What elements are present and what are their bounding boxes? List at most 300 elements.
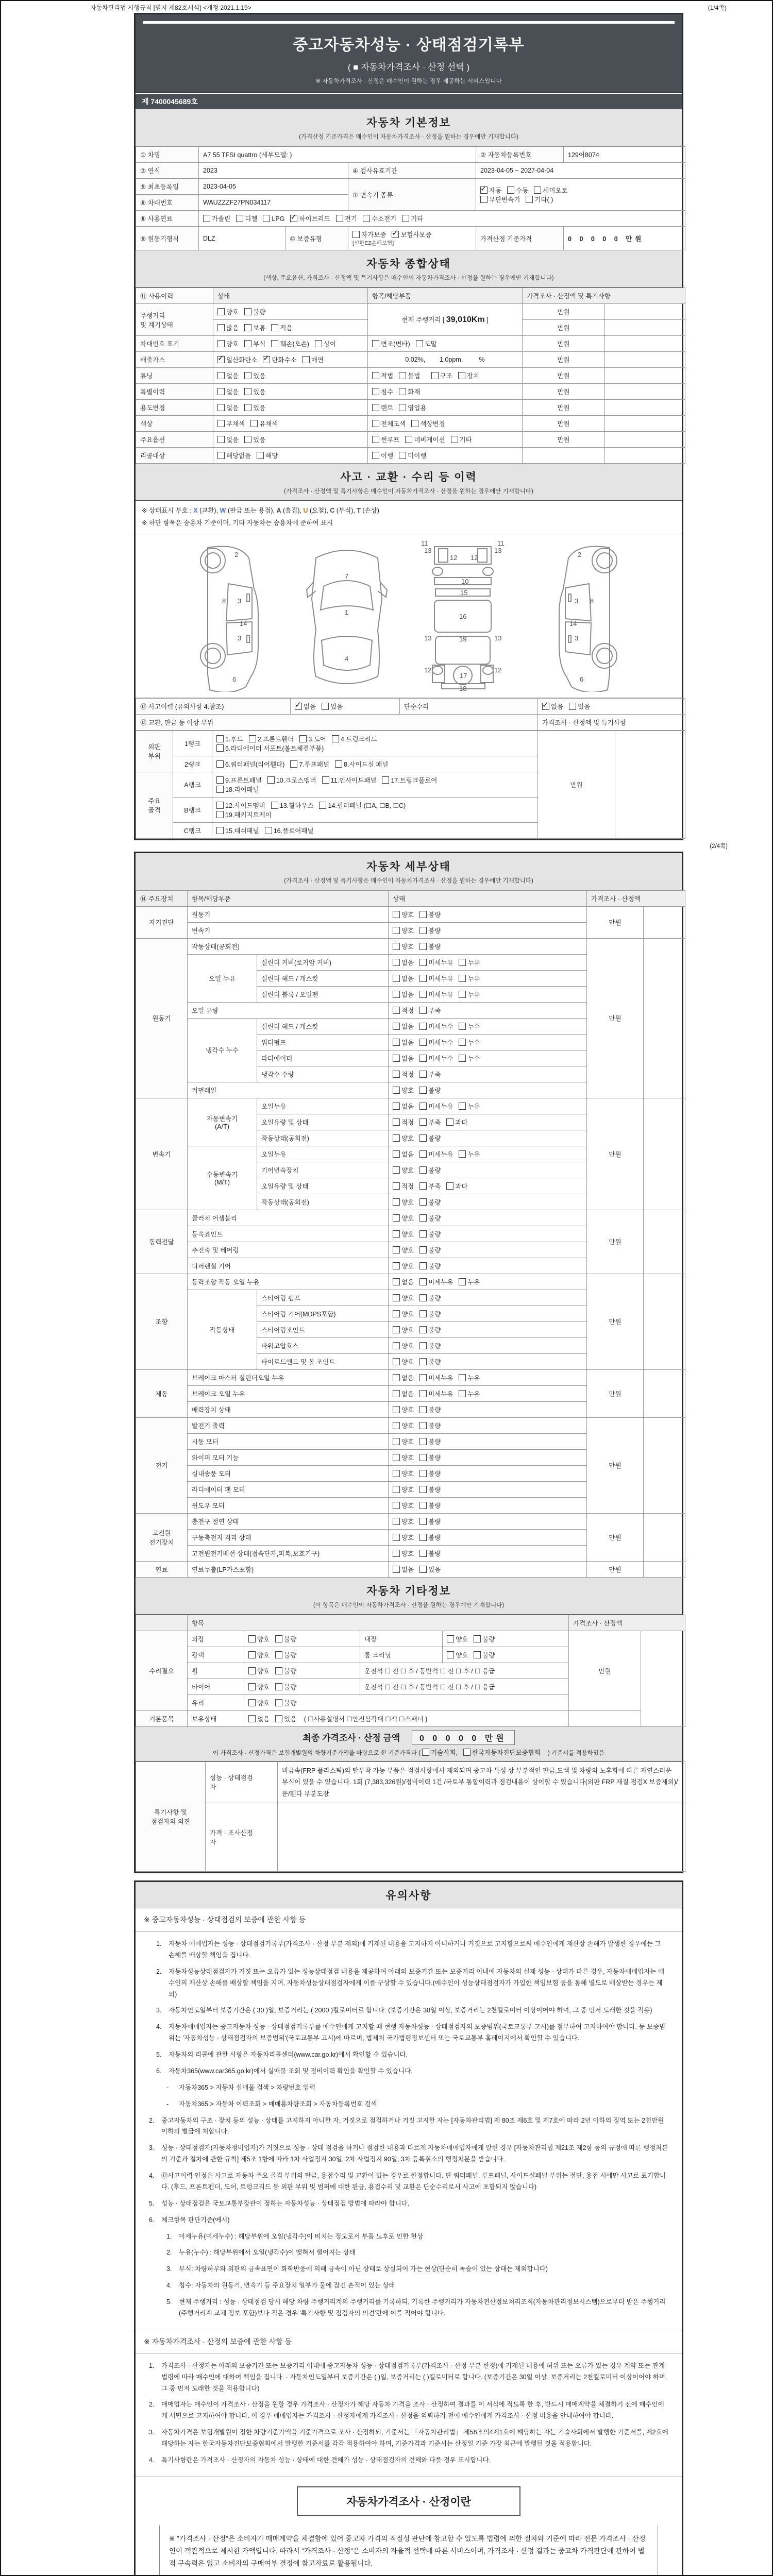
notice-item: 5. 성능 · 상태점검은 국토교통부장관이 정하는 자동차성능 · 상태점검 방법에 따라야 합니다. — [149, 2199, 410, 2207]
checkbox-16.플로어패널[interactable] — [265, 827, 272, 834]
checkbox-무채색[interactable] — [217, 420, 225, 427]
checkbox-있음[interactable] — [244, 404, 251, 411]
item-state: 양호 불량 — [389, 1162, 587, 1178]
checkbox-없음[interactable] — [393, 1023, 400, 1030]
item-group: 수동변속기 (M/T) — [188, 1146, 257, 1210]
checkbox-불량[interactable] — [419, 943, 427, 950]
section-basic-info — [136, 109, 682, 146]
detail-state-table — [136, 890, 685, 1578]
exchange-label: ⑬ 교환, 판금 등 이상 부위 — [136, 714, 538, 730]
checkbox-세미오토[interactable] — [534, 187, 541, 194]
opinion-inspector-text[interactable]: 비금속(FRP 플라스틱)의 탈부착 가능 부품은 점검사항에서 제외되며 중고차 특성 상 부분적인 판금,도색 및 차량의 노후화에 따른 자연스러운 부식이 있을 수 있습니다. 1회 (7,383,326원)/정비이력 1건 /국토부 통합이력과 점검내용이 상이할 수 있습니다(외판 FRP 재질 점검X 보증제외)/운/휀다 부분도장 — [278, 1761, 685, 1803]
checkbox-불법[interactable] — [399, 372, 406, 379]
checkbox-미세누수[interactable] — [419, 1039, 427, 1046]
checkbox-자가보증[interactable] — [352, 231, 360, 238]
checkbox-없음[interactable] — [393, 1055, 400, 1062]
checkbox-탄화수소[interactable] — [263, 356, 270, 363]
svg-text:17: 17 — [460, 671, 467, 680]
page-marker-2: (2/4쪽) — [710, 843, 728, 850]
checkbox-2.프론트휀더[interactable] — [249, 735, 256, 742]
price-cell: 만원 — [523, 304, 605, 320]
item-state: 없음 미세누유 누유 — [389, 1274, 587, 1290]
checkbox-침수[interactable] — [372, 388, 379, 395]
section-basic-subtitle: (가격산정 기준가격은 매수인이 자동차가격조사 · 산정을 원하는 경우에만 기재합니다) — [299, 134, 518, 140]
checkbox-적음[interactable] — [271, 324, 278, 331]
checkbox-적정[interactable] — [393, 1071, 400, 1078]
checkbox-불량[interactable] — [419, 1534, 427, 1541]
item-state: 양호 불량 — [389, 1258, 587, 1274]
checkbox-불량[interactable] — [419, 1470, 427, 1477]
checkbox-불량[interactable] — [419, 1486, 427, 1493]
detail-h-price: 가격조사 · 산정액 — [587, 890, 685, 906]
item: 배력장치 상태 — [188, 1401, 389, 1417]
checkbox-누수[interactable] — [459, 1039, 466, 1046]
checkbox-양호[interactable] — [393, 1342, 400, 1349]
checkbox-불량[interactable] — [419, 1326, 427, 1333]
checkbox-일산화탄소[interactable] — [217, 356, 225, 363]
price-note-cell[interactable] — [605, 336, 685, 352]
checkbox-이행[interactable] — [372, 452, 379, 459]
item: 라디에이터 팬 모터 — [188, 1481, 389, 1497]
checkbox-기타( )[interactable] — [526, 196, 533, 203]
checkbox-양호[interactable] — [393, 1294, 400, 1301]
checkbox-부족[interactable] — [419, 1182, 427, 1190]
checkbox-구조[interactable] — [431, 372, 439, 379]
checkbox-없음[interactable] — [393, 1150, 400, 1158]
device-price-note[interactable] — [644, 1513, 685, 1561]
checkbox-없음[interactable] — [393, 1039, 400, 1046]
item: 커먼레일 — [188, 1082, 389, 1098]
checkbox-장치[interactable] — [458, 372, 465, 379]
checkbox-불량[interactable] — [474, 1651, 481, 1658]
opinion-appraiser-label: 가격 · 조사산정 자 — [206, 1803, 278, 1872]
checkbox-누수[interactable] — [459, 1055, 466, 1062]
checkbox-불량[interactable] — [419, 1502, 427, 1509]
checkbox-한국자동차진단보증협회[interactable] — [463, 1749, 470, 1756]
notice-item: 4. 자동차매매업자는 중고자동차 성능 · 상태점검기록부를 매수인에게 고지할 때 현행 자동차성능 · 상태점검자의 보증범위(국토교통부 고시)를 첨부하여 고지하여야 합니다. 동 보증범위는 '자동차성능 · 상태점검자의 보증범위'(국토교통부 고시)에 따르며, 법제처 국가법령정보센터 또는 국토교통부 홈페이지에서 확인할 수 있습니다. — [156, 2023, 666, 2042]
checkbox-양호[interactable] — [393, 1326, 400, 1333]
checkbox-양호[interactable] — [217, 308, 225, 315]
checkbox-자동[interactable] — [480, 187, 488, 194]
notice-list-a — [136, 1931, 682, 2330]
symbol-A: A — [276, 507, 281, 514]
checkbox-썬루프[interactable] — [372, 436, 379, 443]
checkbox-양호[interactable] — [393, 927, 400, 934]
checkbox-불량[interactable] — [419, 927, 427, 934]
checkbox-불량[interactable] — [275, 1667, 282, 1674]
device-price: 만원 — [587, 1274, 644, 1369]
checkbox-누유[interactable] — [459, 1390, 466, 1397]
checkbox-양호[interactable] — [248, 1635, 256, 1642]
definition-title: 자동차가격조사 · 산정이란 — [297, 2486, 520, 2516]
section-detail-title: 자동차 세부상태 — [366, 860, 451, 873]
checkbox-양호[interactable] — [217, 340, 225, 347]
checkbox-양호[interactable] — [393, 1470, 400, 1477]
item-sub: 스티어링 기어(MDPS포함) — [257, 1306, 389, 1321]
checkbox-6.쿼터패널(리어휀다)[interactable] — [216, 760, 224, 768]
section-overall — [136, 250, 682, 287]
row-tuning-state: 없음 있음 — [213, 368, 368, 384]
checkbox-적정[interactable] — [393, 1118, 400, 1126]
etc-wheel-positions: 운전석 ☐ 전 ☐ 후 / 동반석 ☐ 전 ☐ 후 / ☐ 응급 — [360, 1663, 569, 1679]
checkbox-있음[interactable] — [244, 436, 251, 443]
etc-roomclean-state: 양호 불량 — [443, 1647, 569, 1663]
item-state: 양호 불량 — [389, 1210, 587, 1226]
checkbox-양호[interactable] — [393, 1550, 400, 1557]
checkbox-부족[interactable] — [419, 1118, 427, 1126]
row-mileage-label: 주행거리 및 계기상태 — [136, 304, 213, 336]
checkbox-있음[interactable] — [275, 1715, 282, 1722]
checkbox-부족[interactable] — [419, 1007, 427, 1014]
checkbox-불량[interactable] — [419, 1230, 427, 1238]
checkbox-미세누수[interactable] — [419, 1023, 427, 1030]
checkbox-보험사보증[interactable] — [392, 231, 399, 238]
checkbox-불량[interactable] — [419, 1406, 427, 1413]
checkbox-상이[interactable] — [315, 340, 322, 347]
item-state: 적정 부족 — [389, 1002, 587, 1018]
checkbox-7.루프패널[interactable] — [290, 760, 297, 768]
checkbox-있음[interactable] — [419, 1566, 427, 1573]
rank-items: 9.프론트패널 10.크로스멤버 11.인사이드패널 17.트렁크플로어 18.리어패널 — [212, 772, 538, 797]
block-detail — [134, 852, 683, 1874]
checkbox-디젤[interactable] — [236, 215, 243, 222]
checkbox-수소전기[interactable] — [363, 215, 370, 222]
checkbox-없음[interactable] — [393, 975, 400, 982]
checkbox-LPG[interactable] — [263, 215, 270, 222]
checkbox-부식[interactable] — [244, 340, 251, 347]
detail-h-state: 상태 — [389, 890, 587, 906]
checkbox-양호[interactable] — [393, 1198, 400, 1206]
checkbox-미세누유[interactable] — [419, 1150, 427, 1158]
checkbox-훼손(오손)[interactable] — [271, 340, 278, 347]
opinion-appraiser-text[interactable] — [278, 1803, 685, 1872]
checkbox-기타[interactable] — [451, 436, 458, 443]
checkbox-네비게이션[interactable] — [405, 436, 412, 443]
checkbox-수동[interactable] — [507, 187, 514, 194]
checkbox-미세누유[interactable] — [419, 991, 427, 998]
rank-price-note[interactable] — [615, 731, 685, 838]
checkbox-불량[interactable] — [419, 1246, 427, 1253]
device-price: 만원 — [587, 1369, 644, 1417]
checkbox-기타[interactable] — [402, 215, 409, 222]
checkbox-19.패키지트레이[interactable] — [216, 811, 224, 818]
checkbox-없음[interactable] — [393, 991, 400, 998]
checkbox-3.도어[interactable] — [299, 735, 307, 742]
overall-state-table — [136, 287, 685, 464]
panel-rank-table — [136, 731, 685, 839]
item: 오일 유량 — [188, 1002, 389, 1018]
final-price-bar — [136, 1727, 682, 1761]
item: 추진축 및 베어링 — [188, 1242, 389, 1258]
checkbox-기술사회,[interactable] — [422, 1749, 429, 1756]
checkbox-양호[interactable] — [393, 1486, 400, 1493]
checkbox-과다[interactable] — [446, 1182, 453, 1190]
checkbox-미세누유[interactable] — [419, 975, 427, 982]
device-price-note[interactable] — [644, 1274, 685, 1369]
checkbox-12.사이드멤버[interactable] — [216, 802, 224, 809]
checkbox-불량[interactable] — [275, 1683, 282, 1690]
checkbox-불량[interactable] — [244, 308, 251, 315]
checkbox-부족[interactable] — [419, 1071, 427, 1078]
checkbox-양호[interactable] — [393, 1518, 400, 1525]
checkbox-화재[interactable] — [399, 388, 406, 395]
checkbox-양호[interactable] — [393, 1438, 400, 1445]
checkbox-누유[interactable] — [459, 1103, 466, 1110]
checkbox-없음[interactable] — [295, 703, 302, 710]
checkbox-미세누유[interactable] — [419, 1390, 427, 1397]
checkbox-불량[interactable] — [419, 1214, 427, 1222]
etc-info-table — [136, 1615, 685, 1727]
checkbox-양호[interactable] — [393, 1262, 400, 1269]
checkbox-양호[interactable] — [447, 1635, 454, 1642]
checkbox-양호[interactable] — [393, 1358, 400, 1365]
checkbox-양호[interactable] — [248, 1683, 256, 1690]
block-main — [134, 13, 683, 840]
rank-items: 12.사이드멤버 13.휠하우스 14.필러패널 (☐A, ☐B, ☐C) 19.패키지트레이 — [212, 797, 538, 822]
price-note-cell[interactable] — [605, 368, 685, 384]
checkbox-양호[interactable] — [393, 1502, 400, 1509]
checkbox-전기[interactable] — [336, 215, 343, 222]
checkbox-양호[interactable] — [393, 1534, 400, 1541]
checkbox-있음[interactable] — [244, 372, 251, 379]
checkbox-적정[interactable] — [393, 1182, 400, 1190]
checkbox-양호[interactable] — [393, 1166, 400, 1174]
opinion-inspector-label: 성능 · 상태점검 자 — [206, 1761, 278, 1803]
checkbox-양호[interactable] — [393, 1310, 400, 1317]
item-state: 양호 불량 — [389, 1529, 587, 1545]
rank-category: 주요 골격 — [136, 772, 173, 838]
device-price-note[interactable] — [644, 1417, 685, 1513]
checkbox-양호[interactable] — [393, 1406, 400, 1413]
checkbox-14.필러패널 (☐A, ☐B, ☐C)[interactable] — [319, 802, 326, 809]
checkbox-있음[interactable] — [244, 388, 251, 395]
rank-price: 만원 — [538, 731, 615, 838]
price-note-cell[interactable] — [605, 352, 685, 368]
device-price-note[interactable] — [644, 1098, 685, 1210]
checkbox-양호[interactable] — [393, 943, 400, 950]
checkbox-없음[interactable] — [542, 703, 549, 710]
checkbox-불량[interactable] — [419, 1294, 427, 1301]
checkbox-11.인사이드패널[interactable] — [322, 776, 329, 784]
checkbox-없음[interactable] — [393, 959, 400, 966]
checkbox-미이행[interactable] — [399, 452, 406, 459]
checkbox-양호[interactable] — [393, 911, 400, 918]
checkbox-10.크로스멤버[interactable] — [267, 776, 275, 784]
price-note-cell[interactable] — [605, 320, 685, 336]
checkbox-양호[interactable] — [393, 1214, 400, 1222]
field-firstreg-label: ⑤ 최초등록일 — [136, 179, 199, 195]
checkbox-없음[interactable] — [217, 372, 225, 379]
checkbox-없음[interactable] — [217, 404, 225, 411]
checkbox-도말[interactable] — [416, 340, 423, 347]
checkbox-가솔린[interactable] — [203, 215, 210, 222]
checkbox-불량[interactable] — [419, 1087, 427, 1094]
checkbox-없음[interactable] — [217, 436, 225, 443]
checkbox-양호[interactable] — [248, 1667, 256, 1674]
accident-history-label: ⑫ 사고이력 (유의사항 4.참조) — [136, 698, 291, 714]
svg-text:12: 12 — [470, 553, 478, 562]
checkbox-미세누유[interactable] — [419, 959, 427, 966]
checkbox-17.트렁크플로어[interactable] — [382, 776, 389, 784]
field-fuel-options: 가솔린 디젤 LPG ✓ 하이브리드 전기 수소전기 기타 — [199, 211, 685, 227]
price-note-cell[interactable] — [605, 384, 685, 400]
rank-items: 6.쿼터패널(리어휀다) 7.루프패널 8.사이드실 패널 — [212, 756, 538, 772]
field-transmission-label: ⑦ 변속기 종류 — [348, 179, 476, 211]
checkbox-불량[interactable] — [419, 1166, 427, 1174]
checkbox-15.대쉬패널[interactable] — [216, 827, 224, 834]
item-state: 없음 미세누수 누수 — [389, 1018, 587, 1034]
device-price-note[interactable] — [644, 1210, 685, 1274]
section-detail — [136, 853, 682, 890]
device-price-note[interactable] — [644, 938, 685, 1098]
checkbox-없음[interactable] — [217, 388, 225, 395]
notice-item: 2. 중고자동차의 구조 · 장치 등의 성능 · 상태를 고지하지 아니한 자, 거짓으로 점검하거나 거짓 고지한 자는 [자동차관리법] 제 80조 제6호 및 제7호에 따라 2년 이하의 징역 또는 2천만원 이하의 벌금에 처합니다. — [149, 2116, 664, 2136]
price-note-cell[interactable] — [605, 400, 685, 416]
checkbox-해당없음[interactable] — [217, 452, 225, 459]
checkbox-불량[interactable] — [419, 1518, 427, 1525]
checkbox-양호[interactable] — [248, 1651, 256, 1658]
checkbox-과다[interactable] — [446, 1118, 453, 1126]
checkbox-색상변경[interactable] — [411, 420, 418, 427]
checkbox-누유[interactable] — [459, 1374, 466, 1381]
checkbox-없음[interactable] — [393, 1278, 400, 1285]
checkbox-누유[interactable] — [459, 1278, 466, 1285]
checkbox-영업용[interactable] — [399, 404, 406, 411]
checkbox-양호[interactable] — [248, 1699, 256, 1706]
page-marker-1: (1/4쪽) — [708, 4, 727, 11]
device-price-note[interactable] — [644, 906, 685, 938]
checkbox-양호[interactable] — [393, 1087, 400, 1094]
price-survey-definition — [136, 2477, 682, 2576]
checkbox-적정[interactable] — [393, 1007, 400, 1014]
checkbox-미세누수[interactable] — [419, 1055, 427, 1062]
item-sub: 실린더 블록 / 오일팬 — [257, 986, 389, 1002]
checkbox-양호[interactable] — [447, 1651, 454, 1658]
checkbox-없음[interactable] — [393, 1390, 400, 1397]
device-price: 만원 — [587, 1210, 644, 1274]
checkbox-불량[interactable] — [419, 1342, 427, 1349]
checkbox-변조(변타)[interactable] — [372, 340, 379, 347]
device-price-note[interactable] — [644, 1561, 685, 1577]
checkbox-8.사이드실 패널[interactable] — [335, 760, 342, 768]
item-sub: 타이로드엔드 및 볼 조인트 — [257, 1353, 389, 1369]
svg-text:12: 12 — [450, 553, 458, 562]
svg-text:14: 14 — [569, 619, 577, 628]
section-detail-subtitle: (가격조사 · 산정액 및 특기사항은 매수인이 자동차가격조사 · 산정을 원하는 경우에만 기재합니다) — [284, 877, 533, 884]
checkbox-양호[interactable] — [393, 1230, 400, 1238]
svg-text:6: 6 — [232, 675, 237, 683]
checkbox-불량[interactable] — [275, 1699, 282, 1706]
etc-price-note[interactable] — [641, 1631, 685, 1726]
item-state: 양호 불량 — [389, 1497, 587, 1513]
checkbox-불량[interactable] — [419, 1550, 427, 1557]
checkbox-해당[interactable] — [257, 452, 264, 459]
checkbox-누유[interactable] — [459, 991, 466, 998]
item-state: 없음 미세누유 누유 — [389, 970, 587, 986]
price-note-cell[interactable] — [605, 416, 685, 432]
checkbox-양호[interactable] — [393, 1134, 400, 1142]
checkbox-누유[interactable] — [459, 1150, 466, 1158]
svg-text:6: 6 — [580, 675, 584, 683]
checkbox-매연[interactable] — [303, 356, 310, 363]
price-note-cell[interactable] — [605, 432, 685, 448]
item-sub: 기어변속장치 — [257, 1162, 389, 1178]
checkbox-미세누유[interactable] — [419, 1103, 427, 1110]
checkbox-전체도색[interactable] — [372, 420, 379, 427]
checkbox-많음[interactable] — [217, 324, 225, 331]
row-usage-state: 없음 있음 — [213, 400, 368, 416]
checkbox-있음[interactable] — [322, 703, 329, 710]
detail-h-part: 항목/해당부품 — [188, 890, 389, 906]
checkbox-불량[interactable] — [419, 1438, 427, 1445]
checkbox-양호[interactable] — [393, 1422, 400, 1429]
svg-text:3: 3 — [238, 634, 242, 642]
row-emission-values[interactable]: 0.02%, 1.0ppm, % — [368, 352, 523, 368]
checkbox-13.휠하우스[interactable] — [271, 802, 278, 809]
checkbox-불량[interactable] — [275, 1651, 282, 1658]
checkbox-4.트렁크리드[interactable] — [332, 735, 339, 742]
checkbox-불량[interactable] — [474, 1635, 481, 1642]
symbol-X: X — [193, 507, 198, 514]
svg-text:12: 12 — [494, 666, 502, 674]
checkbox-하이브리드[interactable] — [290, 215, 297, 222]
item-state: 적정 부족 과다 — [389, 1114, 587, 1130]
checkbox-미세누유[interactable] — [419, 1374, 427, 1381]
item-sub: 오일누유 — [257, 1098, 389, 1114]
checkbox-있음[interactable] — [569, 703, 576, 710]
checkbox-누유[interactable] — [459, 975, 466, 982]
checkbox-불량[interactable] — [419, 1310, 427, 1317]
device-price-note[interactable] — [644, 1369, 685, 1417]
checkbox-없음[interactable] — [248, 1715, 256, 1722]
checkbox-불량[interactable] — [419, 911, 427, 918]
checkbox-불량[interactable] — [419, 1134, 427, 1142]
checkbox-9.프론트패널[interactable] — [216, 776, 224, 784]
checkbox-불량[interactable] — [419, 1454, 427, 1461]
checkbox-적법[interactable] — [372, 372, 379, 379]
checkbox-18.리어패널[interactable] — [216, 786, 224, 793]
checkbox-없음[interactable] — [393, 1374, 400, 1381]
inspector-opinion-table — [136, 1761, 685, 1872]
checkbox-1.후드[interactable] — [216, 735, 224, 742]
field-year-value: 2023 — [199, 163, 348, 179]
checkbox-5.라디에이터 서포트(볼트체결부품)[interactable] — [216, 744, 224, 752]
checkbox-불량[interactable] — [419, 1422, 427, 1429]
etc-wheel-state: 양호 불량 — [244, 1663, 360, 1679]
checkbox-불량[interactable] — [419, 1262, 427, 1269]
checkbox-누수[interactable] — [459, 1023, 466, 1030]
checkbox-누유[interactable] — [459, 959, 466, 966]
price-note-cell[interactable] — [605, 304, 685, 320]
checkbox-양호[interactable] — [393, 1246, 400, 1253]
checkbox-불량[interactable] — [419, 1358, 427, 1365]
checkbox-없음[interactable] — [393, 1566, 400, 1573]
item-sub: 오일유량 및 상태 — [257, 1178, 389, 1194]
checkbox-양호[interactable] — [393, 1454, 400, 1461]
checkbox-렌트[interactable] — [372, 404, 379, 411]
checkbox-불량[interactable] — [275, 1635, 282, 1642]
price-cell: 만원 — [523, 336, 605, 352]
field-valid-value: 2023-04-05 ~ 2027-04-04 — [476, 163, 685, 179]
checkbox-불량[interactable] — [419, 1198, 427, 1206]
field-reg-no-label: ② 자동차등록번호 — [476, 147, 564, 163]
checkbox-없음[interactable] — [393, 1103, 400, 1110]
checkbox-유채색[interactable] — [250, 420, 258, 427]
checkbox-보통[interactable] — [244, 324, 251, 331]
checkbox-미세누유[interactable] — [419, 1278, 427, 1285]
row-special-label: 특별이력 — [136, 384, 213, 400]
checkbox-무단변속기[interactable] — [480, 196, 488, 203]
